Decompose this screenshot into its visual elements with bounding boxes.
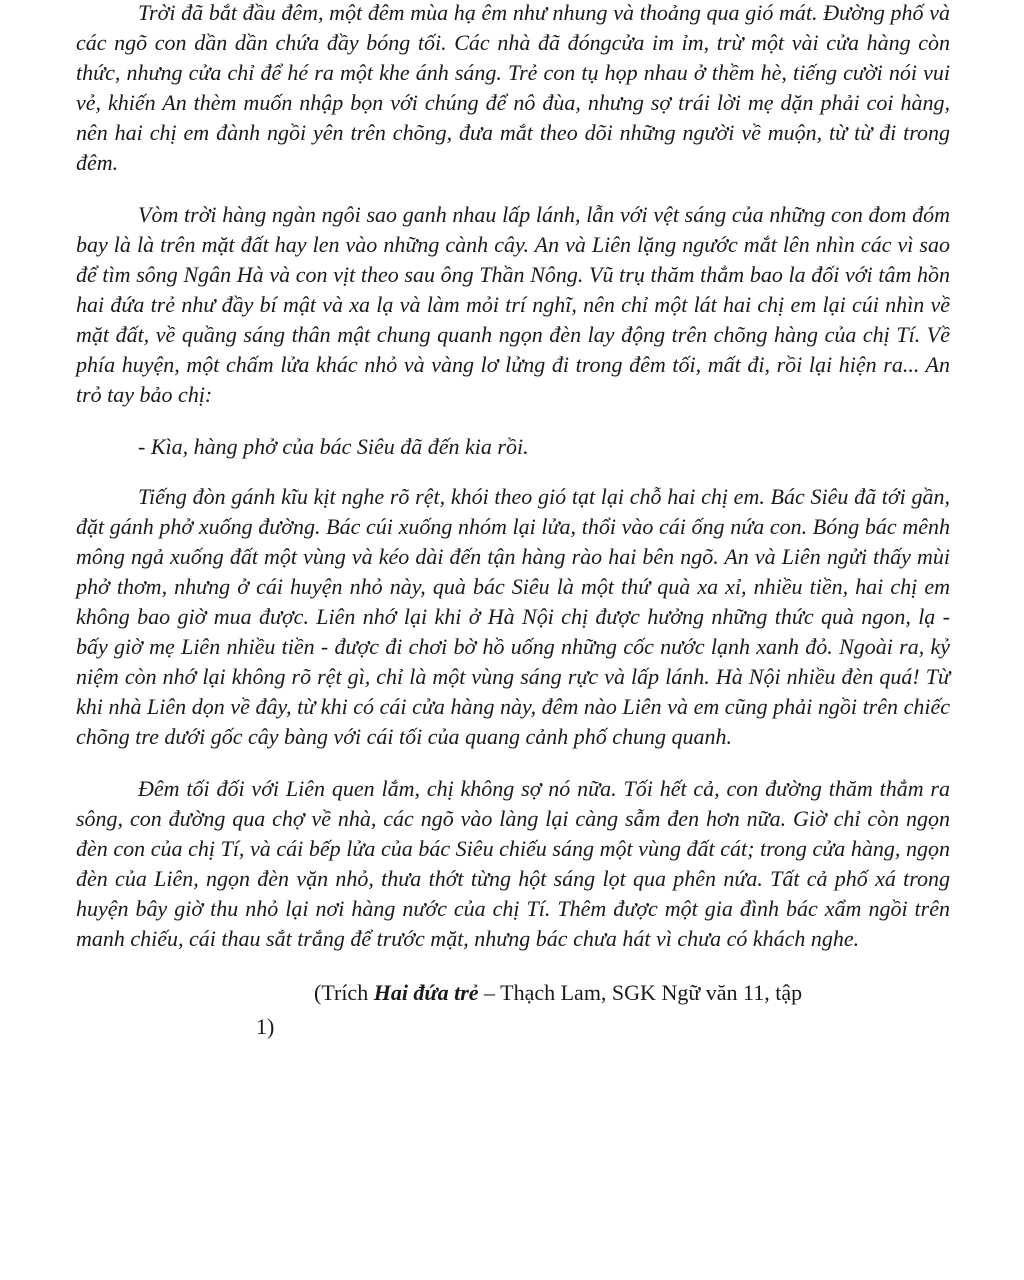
citation-suffix: – Thạch Lam, SGK Ngữ văn 11, tập [478, 980, 803, 1005]
source-citation [76, 976, 950, 1044]
citation-line-1 [76, 976, 950, 1010]
citation-line-2: 1) [256, 1014, 275, 1039]
document-page [76, 0, 950, 1044]
paragraph-4: Đêm tối đối với Liên quen lắm, chị không sợ nó nữa. Tối hết cả, con đường thăm thẳm ra sông, con đường qua chợ về nhà, các ngõ vào làng lại càng sẫm đen hơn nữa. Giờ chỉ còn ngọn đèn con của chị Tí, và cái bếp lửa của bác Siêu chiếu sáng một vùng đất cát; trong cửa hàng, ngọn đèn của Liên, ngọn đèn vặn nhỏ, thưa thớt từng hột sáng lọt qua phên nứa. Tất cả phố xá trong huyện bây giờ thu nhỏ lại nơi hàng nước của chị Tí. Thêm được một gia đình bác xẩm ngồi trên manh chiếu, cái thau sắt trắng để trước mặt, nhưng bác chưa hát vì chưa có khách nghe. [76, 776, 950, 951]
paragraph-3: Tiếng đòn gánh kĩu kịt nghe rõ rệt, khói theo gió tạt lại chỗ hai chị em. Bác Siêu đã tới gần, đặt gánh phở xuống đường. Bác cúi xuống nhóm lại lửa, thổi vào cái ống nứa con. Bóng bác mênh mông ngả xuống đất một vùng và kéo dài đến tận hàng rào hai bên ngõ. An và Liên ngửi thấy mùi phở thơm, nhưng ở cái huyện nhỏ này, quà bác Siêu là một thứ quà xa xỉ, nhiều tiền, hai chị em không bao giờ mua được. Liên nhớ lại khi ở Hà Nội chị được hưởng những thức quà ngon, lạ - bấy giờ mẹ Liên nhiều tiền - được đi chơi bờ hồ uống những cốc nước lạnh xanh đỏ. Ngoài ra, kỷ niệm còn nhớ lại không rõ rệt gì, chỉ là một vùng sáng rực và lấp lánh. Hà Nội nhiều đèn quá! Từ khi nhà Liên dọn về đây, từ khi có cái cửa hàng này, đêm nào Liên và em cũng phải ngồi trên chiếc chõng tre dưới gốc cây bàng với cái tối của quang cảnh phố chung quanh. [76, 484, 950, 749]
dialogue-line: - Kìa, hàng phở của bác Siêu đã đến kia rồi. [138, 434, 529, 459]
citation-prefix: (Trích [314, 980, 374, 1005]
paragraph-2: Vòm trời hàng ngàn ngôi sao ganh nhau lấp lánh, lẫn với vệt sáng của những con đom đóm bay là là trên mặt đất hay len vào những cành cây. An và Liên lặng ngước mắt lên nhìn các vì sao để tìm sông Ngân Hà và con vịt theo sau ông Thần Nông. Vũ trụ thăm thẳm bao la đối với tâm hồn hai đứa trẻ như đầy bí mật và xa lạ và làm mỏi trí nghĩ, nên chỉ một lát hai chị em lại cúi nhìn về mặt đất, về quầng sáng thân mật chung quanh ngọn đèn lay động trên chõng hàng của chị Tí. Về phía huyện, một chấm lửa khác nhỏ và vàng lơ lửng đi trong đêm tối, mất đi, rồi lại hiện ra... An trỏ tay bảo chị: [76, 202, 950, 407]
paragraph-1: Trời đã bắt đầu đêm, một đêm mùa hạ êm như nhung và thoảng qua gió mát. Đường phố và các ngõ con dần dần chứa đầy bóng tối. Các nhà đã đóngcửa im ỉm, trừ một vài cửa hàng còn thức, nhưng cửa chỉ để hé ra một khe ánh sáng. Trẻ con tụ họp nhau ở thềm hè, tiếng cười nói vui vẻ, khiến An thèm muốn nhập bọn với chúng để nô đùa, nhưng sợ trái lời mẹ dặn phải coi hàng, nên hai chị em đành ngồi yên trên chõng, đưa mắt theo dõi những người về muộn, từ từ đi trong đêm. [76, 0, 950, 175]
citation-title: Hai đứa trẻ [373, 980, 479, 1005]
